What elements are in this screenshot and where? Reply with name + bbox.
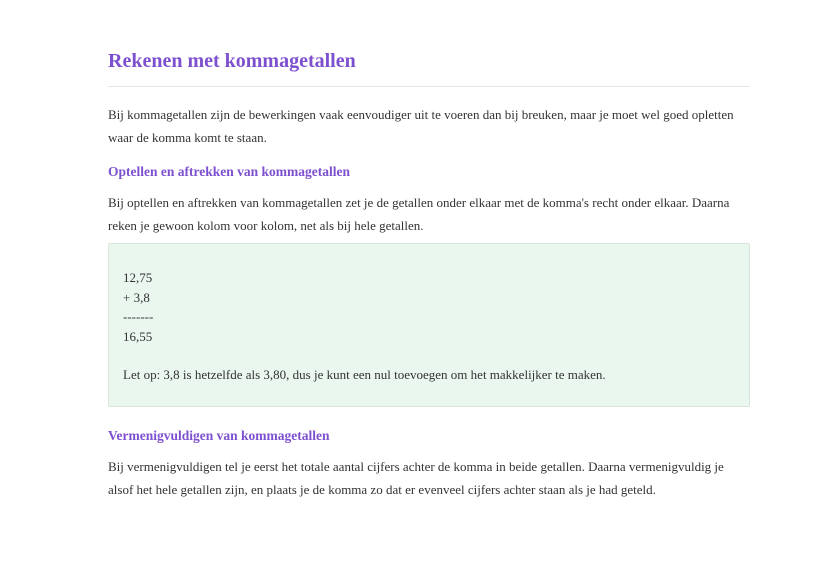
- page-title: Rekenen met kommagetallen: [108, 50, 356, 72]
- intro-paragraph: Bij kommagetallen zijn de bewerkingen vaak eenvoudiger uit te voeren dan bij breuken, maar je moet wel goed opletten waar de komma komt te staan.: [108, 107, 734, 145]
- calc-line-rule: -------: [123, 309, 154, 324]
- example-note: Let op: 3,8 is hetzelfde als 3,80, dus je kunt een nul toevoegen om het makkelijker te maken.: [123, 367, 606, 382]
- calc-line-result: 16,55: [123, 328, 153, 344]
- calculation-block: [123, 268, 733, 346]
- title-divider: [108, 86, 750, 87]
- section-paragraph-vermenigvuldigen: Bij vermenigvuldigen tel je eerst het totale aantal cijfers achter de komma in beide getallen. Daarna vermenigvuldig je alsof het hele getallen zijn, en plaats je de komma zo dat er evenveel cijfers achter staan als je had geteld.: [108, 459, 724, 497]
- section-heading-optellen: Optellen en aftrekken van kommagetallen: [108, 164, 350, 179]
- section-heading-vermenigvuldigen: Vermenigvuldigen van kommagetallen: [108, 428, 330, 443]
- calc-line-operand-2: + 3,8: [123, 289, 150, 305]
- calc-line-operand-1: 12,75: [123, 270, 153, 285]
- section-paragraph-optellen: Bij optellen en aftrekken van kommagetallen zet je de getallen onder elkaar met de komma's recht onder elkaar. Daarna reken je gewoon kolom voor kolom, net als bij hele getallen.: [108, 195, 730, 233]
- example-box: [108, 243, 750, 407]
